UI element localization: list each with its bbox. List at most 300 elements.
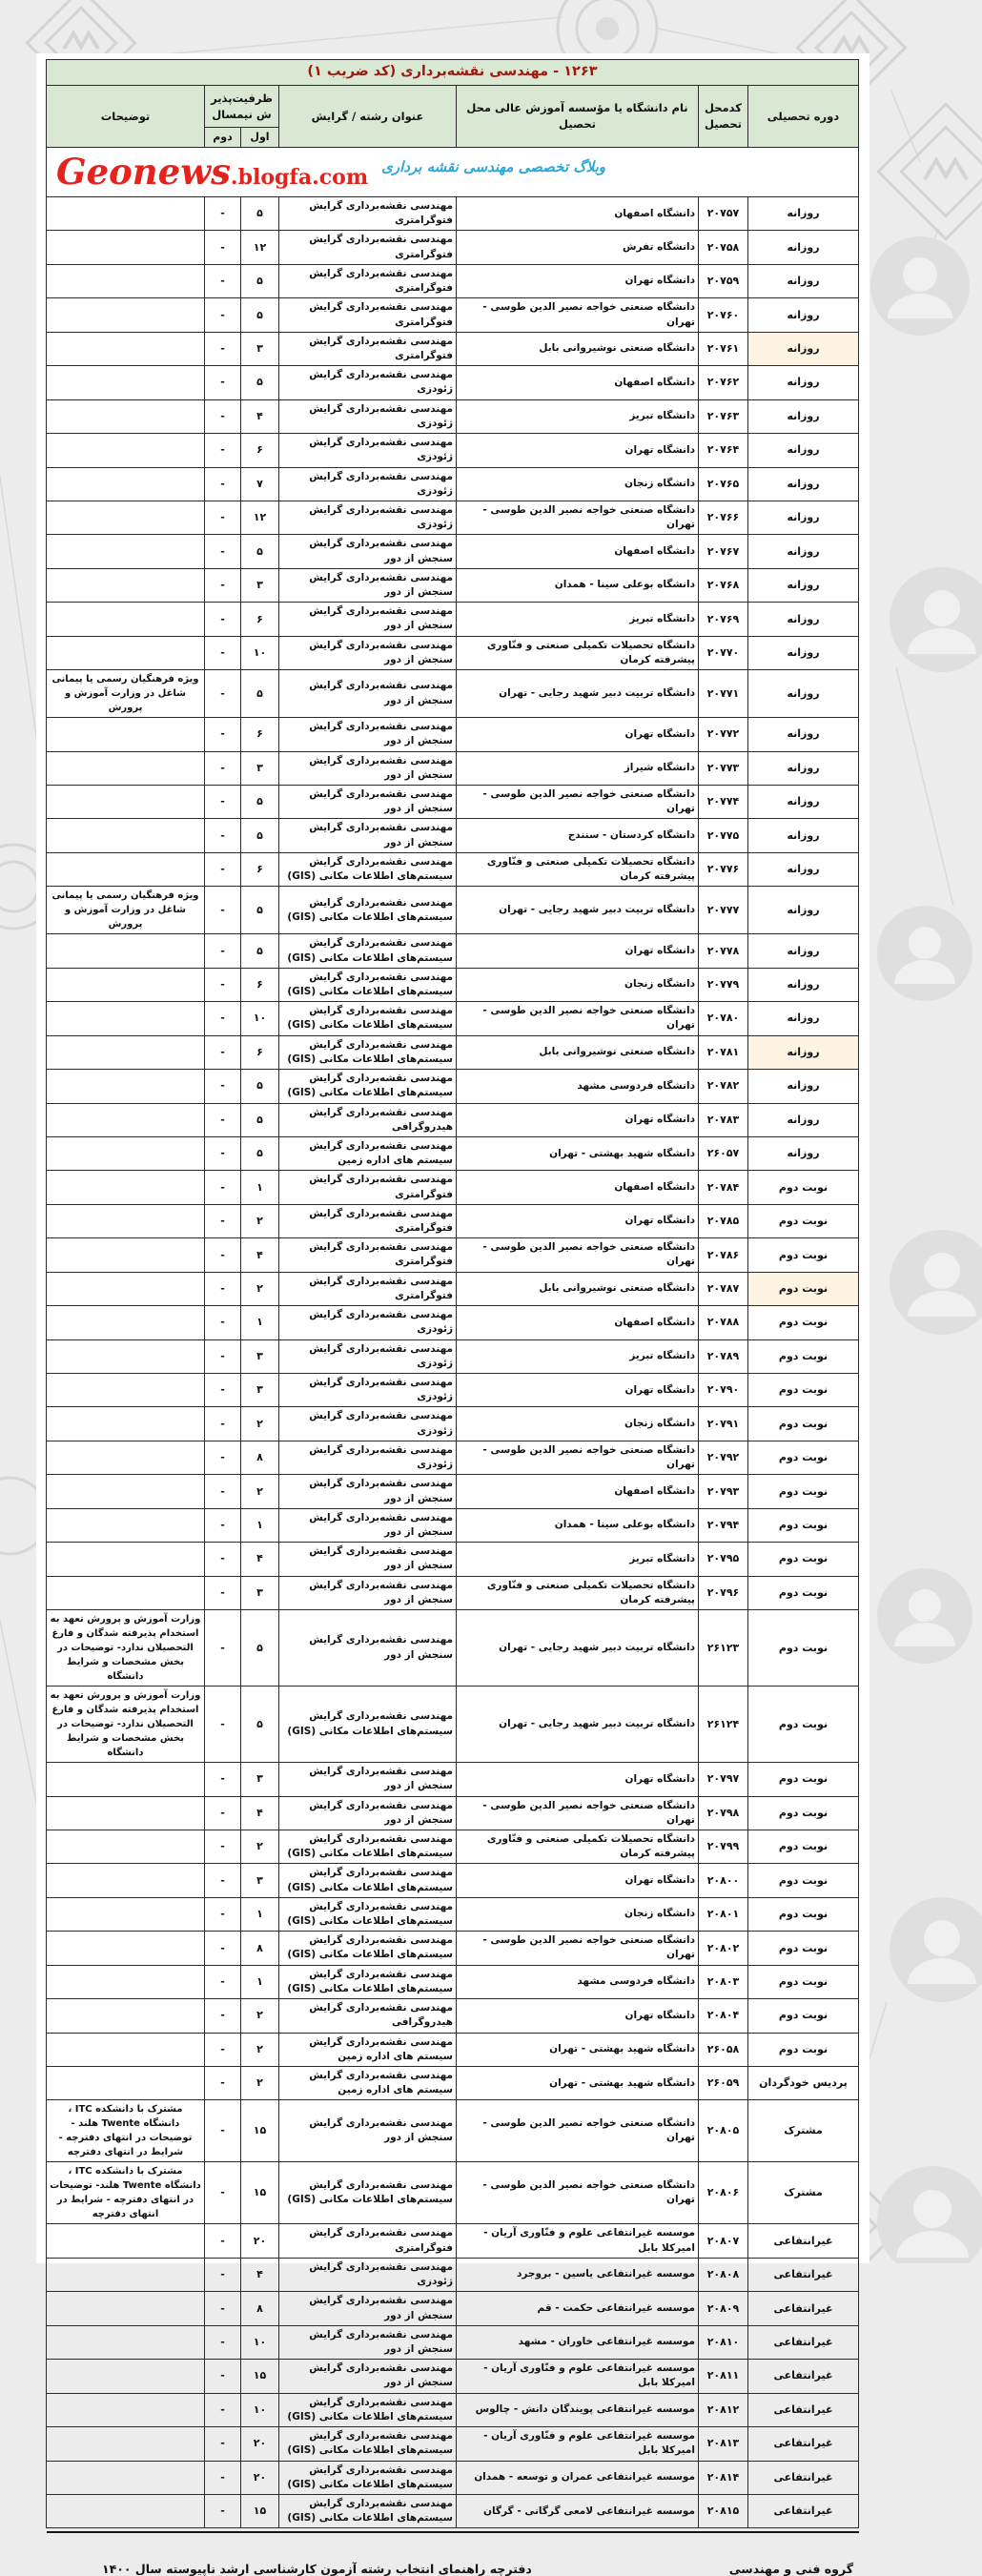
cell-university: دانشگاه شهید بهشتی - تهران: [457, 2033, 699, 2066]
cell-capacity-first: ۸: [241, 2292, 279, 2325]
table-row: [46, 434, 858, 467]
cell-program: مهندسی نقشه‌برداری گرایش ژئودزی: [279, 1407, 457, 1441]
cell-period: روزانه: [748, 467, 859, 501]
cell-capacity-first: ۵: [241, 366, 279, 399]
cell-code: ۲۰۷۷۷: [699, 887, 748, 934]
cell-program: مهندسی نقشه‌برداری گرایش سیستم های اداره زمین: [279, 2067, 457, 2100]
cell-period: نوبت دوم: [748, 1687, 859, 1763]
cell-capacity-second: -: [205, 298, 241, 332]
cell-code: ۲۰۷۷۱: [699, 670, 748, 718]
cell-capacity-second: -: [205, 231, 241, 264]
cell-capacity-second: -: [205, 1796, 241, 1830]
cell-note: [46, 1035, 204, 1069]
cell-period: روزانه: [748, 298, 859, 332]
cell-capacity-first: ۲: [241, 1999, 279, 2033]
cell-note: [46, 751, 204, 785]
cell-university: دانشگاه زنجان: [457, 1407, 699, 1441]
cell-period: غیرانتفاعی: [748, 2393, 859, 2426]
cell-period: نوبت دوم: [748, 1999, 859, 2033]
column-header-period: دوره تحصیلی: [748, 86, 859, 148]
table-row: [46, 1864, 858, 1897]
cell-note: [46, 2292, 204, 2325]
cell-period: نوبت دوم: [748, 1763, 859, 1796]
cell-university: دانشگاه شیراز: [457, 751, 699, 785]
cell-capacity-first: ۲۰: [241, 2224, 279, 2258]
cell-capacity-first: ۴: [241, 399, 279, 433]
cell-period: نوبت دوم: [748, 1897, 859, 1931]
cell-university: موسسه غیرانتفاعی علوم و فنّاوری آریان - امیرکلا بابل: [457, 2427, 699, 2461]
table-row: [46, 2100, 858, 2162]
cell-note: [46, 1204, 204, 1237]
cell-period: روزانه: [748, 1035, 859, 1069]
cell-period: نوبت دوم: [748, 1796, 859, 1830]
cell-code: ۲۰۸۰۹: [699, 2292, 748, 2325]
cell-note: مشترک با دانشکده ITC ، دانشگاه Twente هلند- توضیحات در انتهای دفترچه - شرایط در انتهای دفترچه: [46, 2162, 204, 2224]
cell-university: دانشگاه تهران: [457, 1374, 699, 1407]
table-row: [46, 2292, 858, 2325]
table-row: [46, 670, 858, 718]
cell-period: روزانه: [748, 968, 859, 1001]
table-row: [46, 568, 858, 602]
cell-code: ۲۰۸۱۲: [699, 2393, 748, 2426]
table-row: [46, 1002, 858, 1035]
cell-capacity-first: ۲۰: [241, 2427, 279, 2461]
cell-capacity-first: ۱۵: [241, 2162, 279, 2224]
cell-university: دانشگاه صنعتی خواجه نصیر الدین طوسی - تهران: [457, 1441, 699, 1474]
cell-capacity-second: -: [205, 399, 241, 433]
cell-university: دانشگاه تحصیلات تکمیلی صنعتی و فنّاوری پیشرفته کرمان: [457, 636, 699, 669]
cell-university: دانشگاه بوعلی سینا - همدان: [457, 1508, 699, 1542]
cell-capacity-second: -: [205, 1830, 241, 1863]
cell-program: مهندسی نقشه‌برداری گرایش سنجش از دور: [279, 670, 457, 718]
cell-note: [46, 1475, 204, 1508]
cell-capacity-second: -: [205, 1475, 241, 1508]
table-row: [46, 231, 858, 264]
cell-capacity-first: ۱۰: [241, 2325, 279, 2359]
cell-capacity-first: ۱: [241, 1897, 279, 1931]
cell-program: مهندسی نقشه‌برداری گرایش سنجش از دور: [279, 2360, 457, 2393]
cell-period: روزانه: [748, 718, 859, 751]
cell-capacity-first: ۳: [241, 1339, 279, 1373]
cell-code: ۲۰۸۰۶: [699, 2162, 748, 2224]
cell-code: ۲۰۸۰۱: [699, 1897, 748, 1931]
cell-program: مهندسی نقشه‌برداری گرایش فتوگرامتری: [279, 298, 457, 332]
cell-note: [46, 298, 204, 332]
cell-capacity-second: -: [205, 1171, 241, 1204]
table-row: [46, 2033, 858, 2066]
cell-capacity-first: ۱۰: [241, 2393, 279, 2426]
cell-university: دانشگاه تهران: [457, 434, 699, 467]
cell-period: نوبت دوم: [748, 1204, 859, 1237]
cell-note: [46, 399, 204, 433]
cell-program: مهندسی نقشه‌برداری گرایش سنجش از دور: [279, 568, 457, 602]
cell-program: مهندسی نقشه‌برداری گرایش هیدروگرافی: [279, 1103, 457, 1136]
cell-program: مهندسی نقشه‌برداری گرایش سنجش از دور: [279, 603, 457, 636]
cell-capacity-first: ۵: [241, 1136, 279, 1170]
cell-program: مهندسی نقشه‌برداری گرایش سیستم‌های اطلاعات مکانی (GIS): [279, 1864, 457, 1897]
cell-capacity-second: -: [205, 1610, 241, 1687]
cell-note: [46, 1763, 204, 1796]
cell-university: دانشگاه صنعتی نوشیروانی بابل: [457, 332, 699, 365]
cell-period: نوبت دوم: [748, 1374, 859, 1407]
cell-note: [46, 2067, 204, 2100]
table-row: [46, 1796, 858, 1830]
cell-period: روزانه: [748, 332, 859, 365]
cell-university: دانشگاه تبریز: [457, 399, 699, 433]
cell-university: دانشگاه بوعلی سینا - همدان: [457, 568, 699, 602]
cell-code: ۲۶۱۲۳: [699, 1610, 748, 1687]
cell-university: دانشگاه صنعتی خواجه نصیر الدین طوسی - تهران: [457, 1002, 699, 1035]
table-row: [46, 264, 858, 297]
cell-period: نوبت دوم: [748, 1576, 859, 1609]
cell-program: مهندسی نقشه‌برداری گرایش فتوگرامتری: [279, 332, 457, 365]
cell-code: ۲۰۷۶۹: [699, 603, 748, 636]
cell-capacity-second: -: [205, 535, 241, 568]
cell-period: نوبت دوم: [748, 1407, 859, 1441]
cell-code: ۲۰۸۰۲: [699, 1932, 748, 1965]
cell-period: روزانه: [748, 197, 859, 231]
cell-university: دانشگاه تحصیلات تکمیلی صنعتی و فنّاوری پیشرفته کرمان: [457, 1830, 699, 1863]
cell-program: مهندسی نقشه‌برداری گرایش فتوگرامتری: [279, 197, 457, 231]
cell-code: ۲۰۷۸۸: [699, 1306, 748, 1339]
table-row: [46, 2427, 858, 2461]
cell-period: غیرانتفاعی: [748, 2461, 859, 2494]
cell-capacity-second: -: [205, 1204, 241, 1237]
cell-program: مهندسی نقشه‌برداری گرایش سیستم‌های اطلاعات مکانی (GIS): [279, 852, 457, 886]
cell-program: مهندسی نقشه‌برداری گرایش فتوگرامتری: [279, 1204, 457, 1237]
cell-capacity-first: ۶: [241, 1035, 279, 1069]
cell-capacity-second: -: [205, 1272, 241, 1305]
cell-university: دانشگاه تهران: [457, 718, 699, 751]
table-row: [46, 636, 858, 669]
cell-program: مهندسی نقشه‌برداری گرایش سنجش از دور: [279, 1508, 457, 1542]
cell-code: ۲۰۷۹۲: [699, 1441, 748, 1474]
cell-capacity-first: ۳: [241, 1864, 279, 1897]
cell-code: ۲۰۷۵۸: [699, 231, 748, 264]
cell-code: ۲۰۷۶۷: [699, 535, 748, 568]
cell-university: دانشگاه تهران: [457, 1864, 699, 1897]
cell-code: ۲۰۷۸۱: [699, 1035, 748, 1069]
table-row: [46, 1306, 858, 1339]
cell-university: موسسه غیرانتفاعی لامعی گرگانی - گرگان: [457, 2494, 699, 2527]
cell-capacity-first: ۵: [241, 887, 279, 934]
cell-program: مهندسی نقشه‌برداری گرایش سیستم‌های اطلاعات مکانی (GIS): [279, 1897, 457, 1931]
cell-capacity-first: ۶: [241, 718, 279, 751]
cell-capacity-second: -: [205, 1070, 241, 1103]
cell-capacity-second: -: [205, 718, 241, 751]
cell-capacity-second: -: [205, 852, 241, 886]
cell-code: ۲۰۸۱۵: [699, 2494, 748, 2527]
cell-code: ۲۰۸۱۳: [699, 2427, 748, 2461]
cell-university: دانشگاه صنعتی خواجه نصیر الدین طوسی - تهران: [457, 2162, 699, 2224]
cell-note: [46, 852, 204, 886]
cell-capacity-second: -: [205, 1407, 241, 1441]
cell-capacity-first: ۱۵: [241, 2360, 279, 2393]
table-body: [46, 197, 858, 2528]
cell-note: [46, 636, 204, 669]
cell-capacity-second: -: [205, 1897, 241, 1931]
table-row: [46, 1543, 858, 1576]
cell-capacity-second: -: [205, 366, 241, 399]
cell-period: غیرانتفاعی: [748, 2427, 859, 2461]
cell-note: [46, 1508, 204, 1542]
cell-capacity-first: ۲: [241, 1830, 279, 1863]
cell-university: دانشگاه اصفهان: [457, 197, 699, 231]
cell-university: دانشگاه تهران: [457, 264, 699, 297]
cell-capacity-second: -: [205, 887, 241, 934]
table-row: [46, 1339, 858, 1373]
table-row: [46, 2224, 858, 2258]
cell-code: ۲۰۷۶۲: [699, 366, 748, 399]
table-row: [46, 819, 858, 852]
cell-period: مشترک: [748, 2100, 859, 2162]
cell-program: مهندسی نقشه‌برداری گرایش سیستم‌های اطلاعات مکانی (GIS): [279, 2393, 457, 2426]
table-row: [46, 399, 858, 433]
cell-note: [46, 332, 204, 365]
cell-capacity-second: -: [205, 1543, 241, 1576]
cell-code: ۲۶۰۵۸: [699, 2033, 748, 2066]
cell-capacity-second: -: [205, 1136, 241, 1170]
cell-program: مهندسی نقشه‌برداری گرایش ژئودزی: [279, 467, 457, 501]
cell-note: [46, 1830, 204, 1863]
geonews-brand-text: Geonews: [55, 151, 231, 193]
column-header-capacity-second: دوم: [205, 128, 241, 148]
cell-capacity-second: -: [205, 1576, 241, 1609]
cell-capacity-second: -: [205, 2494, 241, 2527]
table-row: [46, 1272, 858, 1305]
cell-program: مهندسی نقشه‌برداری گرایش سیستم‌های اطلاعات مکانی (GIS): [279, 2162, 457, 2224]
cell-capacity-second: -: [205, 1035, 241, 1069]
cell-code: ۲۰۷۵۷: [699, 197, 748, 231]
cell-capacity-first: ۴: [241, 1238, 279, 1272]
cell-capacity-second: -: [205, 1103, 241, 1136]
cell-program: مهندسی نقشه‌برداری گرایش سیستم‌های اطلاعات مکانی (GIS): [279, 1070, 457, 1103]
table-row: [46, 1103, 858, 1136]
cell-capacity-second: -: [205, 568, 241, 602]
cell-university: دانشگاه تهران: [457, 1999, 699, 2033]
cell-note: [46, 2393, 204, 2426]
cell-note: [46, 1796, 204, 1830]
cell-capacity-second: -: [205, 1306, 241, 1339]
cell-capacity-second: -: [205, 1864, 241, 1897]
table-row: [46, 1441, 858, 1474]
cell-capacity-second: -: [205, 2224, 241, 2258]
cell-program: مهندسی نقشه‌برداری گرایش ژئودزی: [279, 1306, 457, 1339]
cell-university: موسسه غیرانتفاعی خاوران - مشهد: [457, 2325, 699, 2359]
document-page: [36, 53, 869, 2576]
cell-code: ۲۰۷۸۲: [699, 1070, 748, 1103]
table-row: [46, 1171, 858, 1204]
cell-code: ۲۰۷۹۵: [699, 1543, 748, 1576]
table-row: [46, 1407, 858, 1441]
cell-university: دانشگاه تربیت دبیر شهید رجایی - تهران: [457, 1610, 699, 1687]
cell-capacity-first: ۲: [241, 1475, 279, 1508]
cell-period: غیرانتفاعی: [748, 2360, 859, 2393]
cell-program: مهندسی نقشه‌برداری گرایش ژئودزی: [279, 1374, 457, 1407]
geonews-watermark: [51, 151, 854, 193]
table-row: [46, 1136, 858, 1170]
cell-program: مهندسی نقشه‌برداری گرایش سنجش از دور: [279, 2100, 457, 2162]
cell-note: [46, 467, 204, 501]
table-row: [46, 1035, 858, 1069]
cell-program: مهندسی نقشه‌برداری گرایش سنجش از دور: [279, 2325, 457, 2359]
cell-university: دانشگاه صنعتی خواجه نصیر الدین طوسی - تهران: [457, 501, 699, 534]
cell-program: مهندسی نقشه‌برداری گرایش ژئودزی: [279, 399, 457, 433]
column-header-capacity-first: اول: [241, 128, 279, 148]
cell-program: مهندسی نقشه‌برداری گرایش ژئودزی: [279, 366, 457, 399]
cell-code: ۲۰۷۶۴: [699, 434, 748, 467]
cell-period: روزانه: [748, 264, 859, 297]
cell-capacity-second: -: [205, 636, 241, 669]
cell-note: [46, 1272, 204, 1305]
cell-capacity-second: -: [205, 819, 241, 852]
cell-program: مهندسی نقشه‌برداری گرایش سنجش از دور: [279, 1610, 457, 1687]
cell-note: ویژه فرهنگیان رسمی یا پیمانی شاغل در وزارت آموزش و پرورش: [46, 670, 204, 718]
cell-capacity-first: ۵: [241, 670, 279, 718]
cell-university: دانشگاه زنجان: [457, 968, 699, 1001]
cell-capacity-first: ۵: [241, 1070, 279, 1103]
cell-university: دانشگاه شهید بهشتی - تهران: [457, 1136, 699, 1170]
cell-period: روزانه: [748, 603, 859, 636]
cell-note: [46, 568, 204, 602]
cell-code: ۲۰۸۱۰: [699, 2325, 748, 2359]
cell-code: ۲۰۷۸۵: [699, 1204, 748, 1237]
cell-note: [46, 968, 204, 1001]
cell-capacity-first: ۲: [241, 2033, 279, 2066]
cell-program: مهندسی نقشه‌برداری گرایش سنجش از دور: [279, 535, 457, 568]
cell-note: [46, 1441, 204, 1474]
cell-capacity-second: -: [205, 2325, 241, 2359]
cell-period: نوبت دوم: [748, 1864, 859, 1897]
cell-note: [46, 603, 204, 636]
cell-capacity-first: ۱: [241, 1171, 279, 1204]
cell-period: نوبت دوم: [748, 1272, 859, 1305]
cell-code: ۲۰۷۷۸: [699, 934, 748, 968]
cell-capacity-first: ۵: [241, 1610, 279, 1687]
cell-capacity-second: -: [205, 1002, 241, 1035]
column-header-notes: توضیحات: [46, 86, 204, 148]
cell-note: [46, 434, 204, 467]
cell-capacity-second: -: [205, 1374, 241, 1407]
cell-capacity-first: ۲: [241, 1204, 279, 1237]
cell-note: [46, 1407, 204, 1441]
cell-code: ۲۰۷۸۴: [699, 1171, 748, 1204]
cell-code: ۲۰۷۷۲: [699, 718, 748, 751]
cell-capacity-second: -: [205, 603, 241, 636]
cell-capacity-second: -: [205, 1687, 241, 1763]
cell-period: روزانه: [748, 501, 859, 534]
cell-capacity-first: ۲۰: [241, 2461, 279, 2494]
cell-capacity-first: ۱۵: [241, 2494, 279, 2527]
page-footer: [47, 2533, 859, 2576]
cell-period: روزانه: [748, 1002, 859, 1035]
cell-capacity-first: ۵: [241, 934, 279, 968]
cell-note: [46, 1136, 204, 1170]
cell-capacity-second: -: [205, 2292, 241, 2325]
cell-period: روزانه: [748, 934, 859, 968]
cell-program: مهندسی نقشه‌برداری گرایش ژئودزی: [279, 434, 457, 467]
cell-code: ۲۰۸۰۳: [699, 1965, 748, 1998]
cell-capacity-second: -: [205, 467, 241, 501]
table-row: [46, 1687, 858, 1763]
admission-table: [46, 59, 859, 2528]
cell-note: [46, 2494, 204, 2527]
cell-university: دانشگاه صنعتی نوشیروانی بابل: [457, 1272, 699, 1305]
cell-program: مهندسی نقشه‌برداری گرایش سیستم‌های اطلاعات مکانی (GIS): [279, 1932, 457, 1965]
cell-capacity-first: ۶: [241, 852, 279, 886]
cell-university: دانشگاه کردستان - سنندج: [457, 819, 699, 852]
footer-booklet-label: دفترچه راهنمای انتخاب رشته آزمون کارشناسی ارشد ناپیوسته سال ۱۴۰۰: [102, 2562, 532, 2576]
table-row: [46, 1999, 858, 2033]
table-row: [46, 968, 858, 1001]
cell-university: دانشگاه صنعتی خواجه نصیر الدین طوسی - تهران: [457, 2100, 699, 2162]
cell-capacity-second: -: [205, 934, 241, 968]
cell-code: ۲۰۸۱۴: [699, 2461, 748, 2494]
table-row: [46, 535, 858, 568]
cell-capacity-second: -: [205, 2427, 241, 2461]
cell-university: دانشگاه تحصیلات تکمیلی صنعتی و فنّاوری پیشرفته کرمان: [457, 852, 699, 886]
cell-capacity-first: ۱۲: [241, 231, 279, 264]
cell-code: ۲۰۷۶۶: [699, 501, 748, 534]
cell-capacity-second: -: [205, 501, 241, 534]
cell-university: موسسه غیرانتفاعی حکمت - قم: [457, 2292, 699, 2325]
table-row: [46, 751, 858, 785]
cell-capacity-first: ۱۲: [241, 501, 279, 534]
table-row: [46, 1238, 858, 1272]
column-header-capacity: ظرفیت‌پذیرش نیمسال: [205, 86, 279, 128]
cell-period: نوبت دوم: [748, 1171, 859, 1204]
cell-period: روزانه: [748, 366, 859, 399]
cell-period: نوبت دوم: [748, 1475, 859, 1508]
cell-program: مهندسی نقشه‌برداری گرایش فتوگرامتری: [279, 231, 457, 264]
cell-code: ۲۰۷۹۶: [699, 1576, 748, 1609]
cell-note: [46, 786, 204, 819]
cell-university: دانشگاه فردوسی مشهد: [457, 1070, 699, 1103]
table-row: [46, 2461, 858, 2494]
cell-university: دانشگاه صنعتی نوشیروانی بابل: [457, 1035, 699, 1069]
cell-period: روزانه: [748, 636, 859, 669]
cell-capacity-first: ۱: [241, 1965, 279, 1998]
cell-period: غیرانتفاعی: [748, 2494, 859, 2527]
cell-university: موسسه غیرانتفاعی علوم و فنّاوری آریان - امیرکلا بابل: [457, 2360, 699, 2393]
cell-capacity-first: ۳: [241, 751, 279, 785]
cell-university: موسسه غیرانتفاعی عمران و توسعه - همدان: [457, 2461, 699, 2494]
cell-code: ۲۶۱۲۴: [699, 1687, 748, 1763]
cell-period: غیرانتفاعی: [748, 2325, 859, 2359]
cell-capacity-second: -: [205, 968, 241, 1001]
cell-note: [46, 2325, 204, 2359]
cell-capacity-second: -: [205, 1763, 241, 1796]
table-row: [46, 852, 858, 886]
table-row: [46, 1576, 858, 1609]
cell-capacity-first: ۵: [241, 786, 279, 819]
cell-program: مهندسی نقشه‌برداری گرایش سیستم‌های اطلاعات مکانی (GIS): [279, 1687, 457, 1763]
cell-period: روزانه: [748, 751, 859, 785]
cell-capacity-second: -: [205, 1441, 241, 1474]
cell-program: مهندسی نقشه‌برداری گرایش سنجش از دور: [279, 1475, 457, 1508]
table-row: [46, 2360, 858, 2393]
cell-program: مهندسی نقشه‌برداری گرایش سیستم های اداره زمین: [279, 2033, 457, 2066]
cell-note: ویژه فرهنگیان رسمی یا پیمانی شاغل در وزارت آموزش و پرورش: [46, 887, 204, 934]
cell-university: موسسه غیرانتفاعی پویندگان دانش - چالوس: [457, 2393, 699, 2426]
cell-university: دانشگاه تحصیلات تکمیلی صنعتی و فنّاوری پیشرفته کرمان: [457, 1576, 699, 1609]
cell-period: مشترک: [748, 2162, 859, 2224]
cell-university: دانشگاه شهید بهشتی - تهران: [457, 2067, 699, 2100]
cell-note: [46, 1543, 204, 1576]
cell-capacity-first: ۵: [241, 1103, 279, 1136]
column-header-university: نام دانشگاه یا مؤسسه آموزش عالی محل تحصیل: [457, 86, 699, 148]
cell-program: مهندسی نقشه‌برداری گرایش فتوگرامتری: [279, 264, 457, 297]
